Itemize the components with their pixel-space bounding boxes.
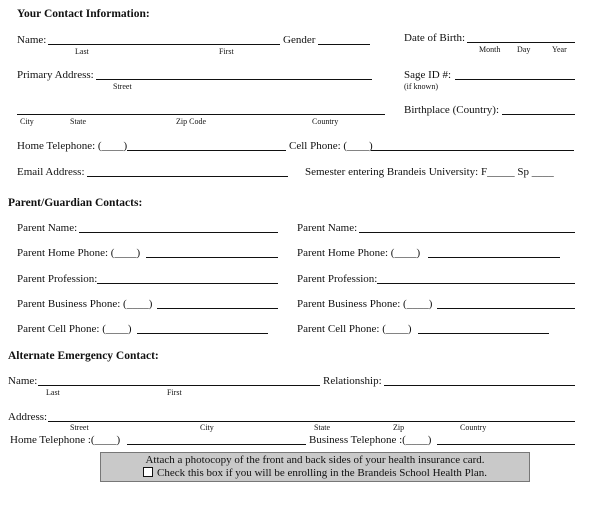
health-plan-label: Check this box if you will be enrolling in the Brandeis School Health Plan. [157, 467, 487, 479]
alt-zip-caption: Zip [393, 423, 405, 432]
email-label: Email Address: [17, 166, 85, 178]
alt-home-telephone-label: Home Telephone :(____) [10, 434, 121, 446]
alt-street-caption: Street [70, 423, 89, 432]
birthplace-label: Birthplace (Country): [404, 104, 500, 116]
city-caption: City [20, 117, 34, 126]
cell-phone-label: Cell Phone: (____) [289, 140, 373, 152]
insurance-note-line1: Attach a photocopy of the front and back sides of your health insurance card. [145, 454, 485, 466]
health-plan-checkbox[interactable] [143, 467, 153, 477]
primary-address-label: Primary Address: [17, 69, 94, 81]
parent1-name-label: Parent Name: [17, 222, 78, 234]
alt-last-caption: Last [46, 388, 60, 397]
parent2-home-phone-label: Parent Home Phone: (____) [297, 247, 421, 259]
birthplace-field[interactable] [502, 114, 575, 115]
insurance-note [100, 452, 530, 482]
cell-phone-field[interactable] [371, 150, 574, 151]
semester-label: Semester entering Brandeis University: F_____ Sp ____ [305, 166, 554, 178]
parent1-home-phone-field[interactable] [146, 257, 278, 258]
alt-name-field[interactable] [38, 385, 320, 386]
country-caption: Country [312, 117, 339, 126]
parent1-cell-phone-field[interactable] [137, 333, 268, 334]
state-caption: State [70, 117, 86, 126]
parent2-name-label: Parent Name: [297, 222, 358, 234]
parent-heading: Parent/Guardian Contacts: [8, 197, 143, 209]
alt-state-caption: State [314, 423, 330, 432]
email-field[interactable] [87, 176, 288, 177]
alt-home-telephone-field[interactable] [127, 444, 306, 445]
parent2-name-field[interactable] [359, 232, 575, 233]
name-label: Name: [17, 34, 47, 46]
parent1-home-phone-label: Parent Home Phone: (____) [17, 247, 141, 259]
parent2-profession-field[interactable] [377, 283, 575, 284]
alt-address-field[interactable] [48, 421, 575, 422]
gender-field[interactable] [318, 44, 370, 45]
year-caption: Year [552, 45, 567, 54]
sage-id-label: Sage ID #: [404, 69, 452, 81]
parent2-cell-phone-label: Parent Cell Phone: (____) [297, 323, 412, 335]
alt-name-label: Name: [8, 375, 38, 387]
health-plan-row [101, 467, 529, 480]
alt-address-label: Address: [8, 411, 48, 423]
home-telephone-label: Home Telephone: (____) [17, 140, 128, 152]
gender-label: Gender [283, 34, 316, 46]
alt-city-caption: City [200, 423, 214, 432]
parent1-business-phone-label: Parent Business Phone: (____) [17, 298, 153, 310]
alt-first-caption: First [167, 388, 182, 397]
alternate-heading: Alternate Emergency Contact: [8, 350, 159, 362]
parent2-cell-phone-field[interactable] [418, 333, 549, 334]
parent2-business-phone-field[interactable] [437, 308, 575, 309]
primary-address-field[interactable] [96, 79, 372, 80]
alt-business-telephone-label: Business Telephone :(____) [309, 434, 432, 446]
last-caption: Last [75, 47, 89, 56]
first-caption: First [219, 47, 234, 56]
zip-caption: Zip Code [176, 117, 206, 126]
parent2-profession-label: Parent Profession: [297, 273, 378, 285]
parent2-home-phone-field[interactable] [428, 257, 560, 258]
alt-country-caption: Country [460, 423, 487, 432]
relationship-label: Relationship: [323, 375, 382, 387]
parent2-business-phone-label: Parent Business Phone: (____) [297, 298, 433, 310]
dob-label: Date of Birth: [404, 32, 466, 44]
home-telephone-field[interactable] [127, 150, 286, 151]
dob-field[interactable] [467, 42, 575, 43]
address-line-2-field[interactable] [17, 114, 385, 115]
street-caption: Street [113, 82, 132, 91]
if-known-caption: (if known) [404, 82, 438, 91]
name-field[interactable] [48, 44, 280, 45]
parent1-profession-field[interactable] [97, 283, 278, 284]
parent1-profession-label: Parent Profession: [17, 273, 98, 285]
day-caption: Day [517, 45, 531, 54]
alt-business-telephone-field[interactable] [437, 444, 575, 445]
relationship-field[interactable] [384, 385, 575, 386]
sage-id-field[interactable] [455, 79, 575, 80]
month-caption: Month [479, 45, 501, 54]
parent1-name-field[interactable] [79, 232, 278, 233]
parent1-cell-phone-label: Parent Cell Phone: (____) [17, 323, 132, 335]
parent1-business-phone-field[interactable] [157, 308, 278, 309]
contact-heading: Your Contact Information: [17, 8, 150, 20]
